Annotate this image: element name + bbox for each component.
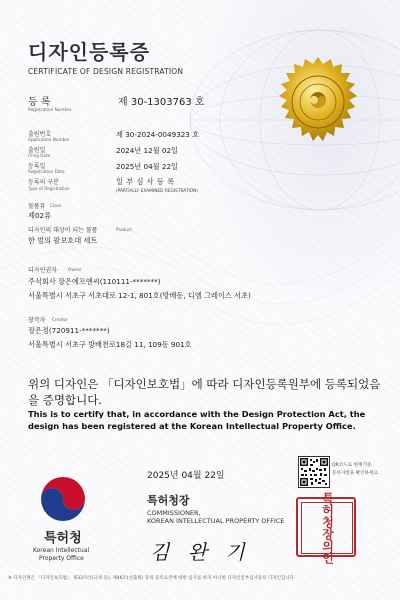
creator-label: 창작자	[28, 317, 46, 324]
kipo-logo-icon	[38, 473, 88, 523]
application-label: 출원번호	[28, 131, 52, 138]
commissioner-signature: 김 완 기	[150, 540, 251, 564]
certificate-title: 디자인등록증	[28, 40, 150, 64]
owner-label: 디자인권자	[28, 267, 57, 274]
kipo-logo-en-line1: Korean Intellectual	[33, 547, 90, 554]
application-number: 제 30-2024-0049323 호	[116, 130, 200, 139]
kipo-logo-text: 특허청	[44, 531, 82, 546]
registration-label-en: Registration Number	[28, 107, 72, 112]
filing-label: 출원일	[28, 147, 46, 154]
class-value: 제02류	[28, 211, 52, 220]
qr-code-icon	[299, 457, 329, 487]
owner-address: 서울특별시 서초구 서초대로 12-1, 801호(방배동, 디엠 그레이스 서초)	[28, 291, 251, 300]
filing-date: 2024년 12월 02일	[116, 146, 178, 155]
product-value: 한 벌의 팔보호대 세트	[28, 236, 98, 245]
qr-caption-line1: QR코드로 현재기준	[332, 463, 372, 468]
certificate-title-en: CERTIFICATE OF DESIGN REGISTRATION	[28, 67, 184, 76]
product-label: 디자인의 대상이 되는 물품	[28, 227, 98, 234]
class-label: 물품류	[28, 203, 46, 210]
registration-label: 등 록	[28, 97, 51, 108]
footer-note: ※ 디자인권은 「디자인보호법」 제33조(신규성 등), 제46조(선출원) 등의 등록요건에 대한 심사를 하지 아니한 디자인일부심사등록 디자인입니다.	[8, 576, 296, 581]
owner-label-en: Owner	[68, 267, 82, 272]
registration-type: 일 부 심 사 등 록	[116, 177, 175, 186]
registration-date-label: 등록일	[28, 163, 46, 170]
gold-seal-emblem	[272, 56, 364, 148]
registration-type-label: 등록의 구분	[28, 179, 59, 186]
product-label-en: Product	[116, 227, 132, 232]
creator-label-en: Creator	[52, 317, 68, 322]
registration-number: 제 30-1303763 호	[118, 97, 205, 108]
registration-type-en: (PARTIALLY EXAMINED REGISTRATION)	[116, 189, 199, 194]
commissioner-title: 특허청장	[147, 494, 190, 507]
qr-code[interactable]	[298, 456, 330, 488]
application-label-en: Application Number	[28, 137, 70, 142]
registration-date: 2025년 04월 22일	[116, 162, 178, 171]
commissioner-title-en-line2: KOREAN INTELLECTUAL PROPERTY OFFICE	[147, 517, 285, 525]
certification-text-en: This is to certify that, in accordance with the Design Protection Act, the design has been registered at the Korean Intellectual Property Office.	[28, 409, 366, 431]
stamp-text: 특허청장의인	[301, 502, 353, 554]
certification-text-ko: 위의 디자인은 「디자인보호법」에 따라 디자인등록원부에 등록되었음을 증명합니다.	[28, 377, 381, 407]
creator-name: 장은정(720911-*******)	[28, 326, 110, 335]
creator-address: 서울특별시 서초구 방배천로18길 11, 109동 901호	[28, 340, 192, 349]
owner-name: 주식회사 장은에프앤씨(110111-*******)	[28, 277, 161, 286]
commissioner-title-en-line1: COMMISSIONER,	[147, 509, 201, 517]
registration-date-label-en: Registration Date	[28, 169, 65, 174]
qr-caption-line2: 등록사항을 확인하세요.	[332, 471, 380, 476]
filing-label-en: Filing Date	[28, 153, 51, 158]
official-red-stamp	[296, 492, 356, 564]
registration-type-label-en: Type of Registration	[28, 186, 70, 191]
class-label-en: Class	[50, 203, 62, 208]
kipo-logo-en-line2: Property Office	[39, 555, 84, 562]
issue-date: 2025년 04월 22일	[147, 471, 225, 481]
